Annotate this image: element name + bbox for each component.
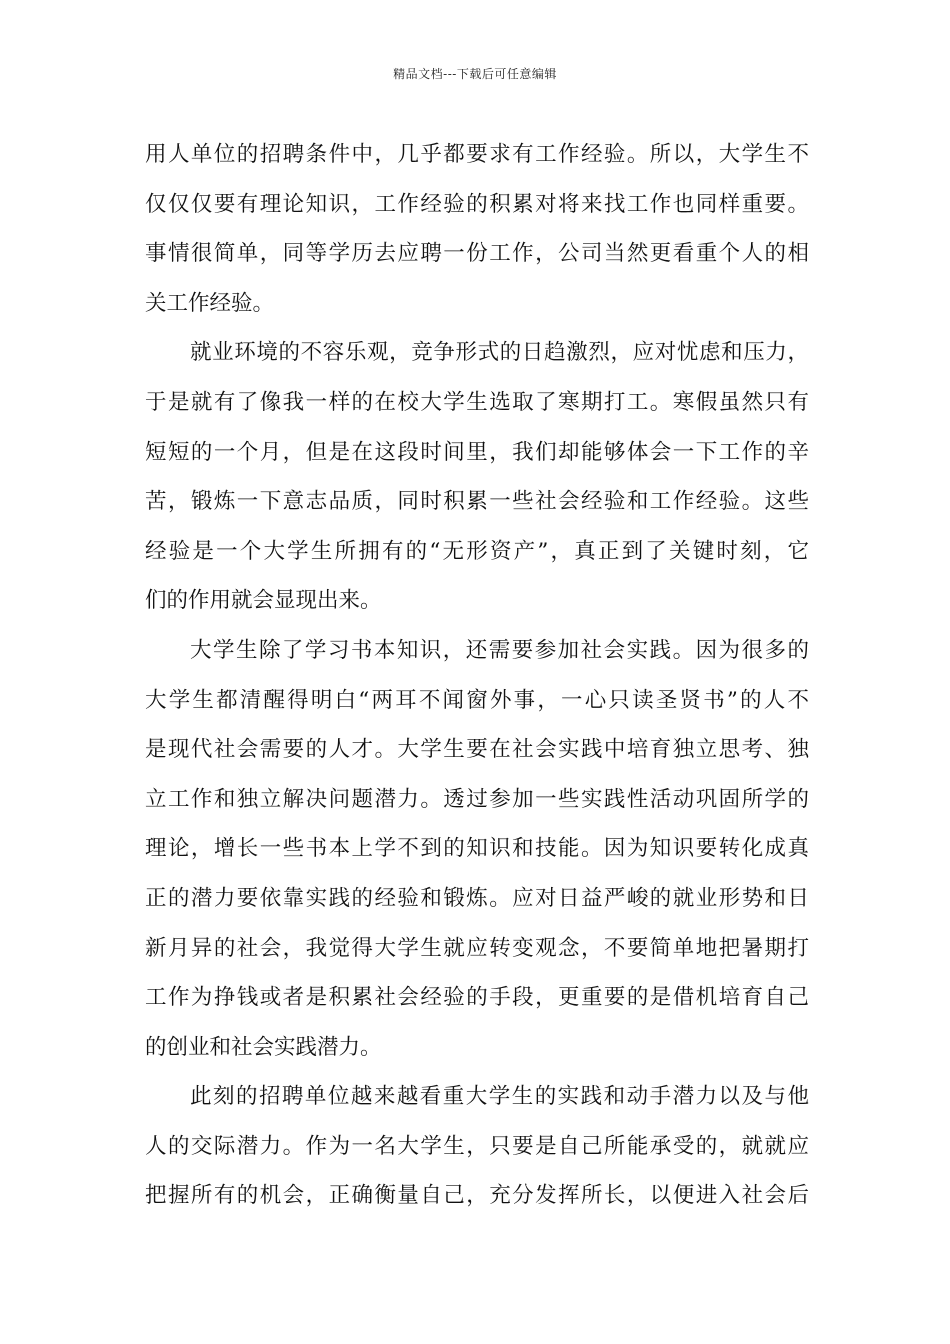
text-line: 仅仅仅要有理论知识，工作经验的积累对将来找工作也同样重要。 — [145, 191, 809, 217]
paragraph-4 — [145, 1072, 809, 1221]
text-line: 们的作用就会显现出来。 — [145, 588, 382, 614]
paragraph-3 — [145, 626, 809, 1072]
text-line: 的创业和社会实践潜力。 — [145, 1034, 382, 1060]
page-header: 精品文档---下载后可任意编辑 — [393, 67, 557, 81]
text-line: 大学生都清醒得明白“两耳不闻窗外事，一心只读圣贤书”的人不 — [145, 687, 809, 713]
text-line: 把握所有的机会，正确衡量自己，充分发挥所长，以便进入社会后 — [145, 1183, 809, 1209]
text-line: 立工作和独立解决问题潜力。透过参加一些实践性活动巩固所学的 — [145, 786, 809, 812]
text-line: 关工作经验。 — [145, 290, 275, 316]
text-line: 短短的一个月，但是在这段时间里，我们却能够体会一下工作的辛 — [145, 439, 809, 465]
text-line: 理论，增长一些书本上学不到的知识和技能。因为知识要转化成真 — [145, 836, 809, 862]
text-line: 就业环境的不容乐观，竞争形式的日趋激烈，应对忧虑和压力， — [190, 340, 809, 366]
text-line: 正的潜力要依靠实践的经验和锻炼。应对日益严峻的就业形势和日 — [145, 885, 809, 911]
text-line: 苦，锻炼一下意志品质，同时积累一些社会经验和工作经验。这些 — [145, 489, 809, 515]
paragraph-2 — [145, 328, 809, 626]
text-line: 大学生除了学习书本知识，还需要参加社会实践。因为很多的 — [190, 637, 809, 663]
text-line: 工作为挣钱或者是积累社会经验的手段，更重要的是借机培育自己 — [145, 985, 809, 1011]
text-line: 此刻的招聘单位越来越看重大学生的实践和动手潜力以及与他 — [190, 1084, 809, 1110]
paragraph-1 — [145, 130, 809, 328]
text-line: 人的交际潜力。作为一名大学生，只要是自己所能承受的，就就应 — [145, 1133, 809, 1159]
text-line: 于是就有了像我一样的在校大学生选取了寒期打工。寒假虽然只有 — [145, 389, 809, 415]
text-line: 新月异的社会，我觉得大学生就应转变观念，不要简单地把暑期打 — [145, 935, 809, 961]
document-body — [145, 130, 809, 1221]
text-line: 用人单位的招聘条件中，几乎都要求有工作经验。所以，大学生不 — [145, 142, 809, 167]
text-line: 是现代社会需要的人才。大学生要在社会实践中培育独立思考、独 — [145, 737, 809, 763]
text-line: 经验是一个大学生所拥有的“无形资产”，真正到了关键时刻，它 — [145, 538, 809, 564]
text-line: 事情很简单，同等学历去应聘一份工作，公司当然更看重个人的相 — [145, 241, 809, 267]
